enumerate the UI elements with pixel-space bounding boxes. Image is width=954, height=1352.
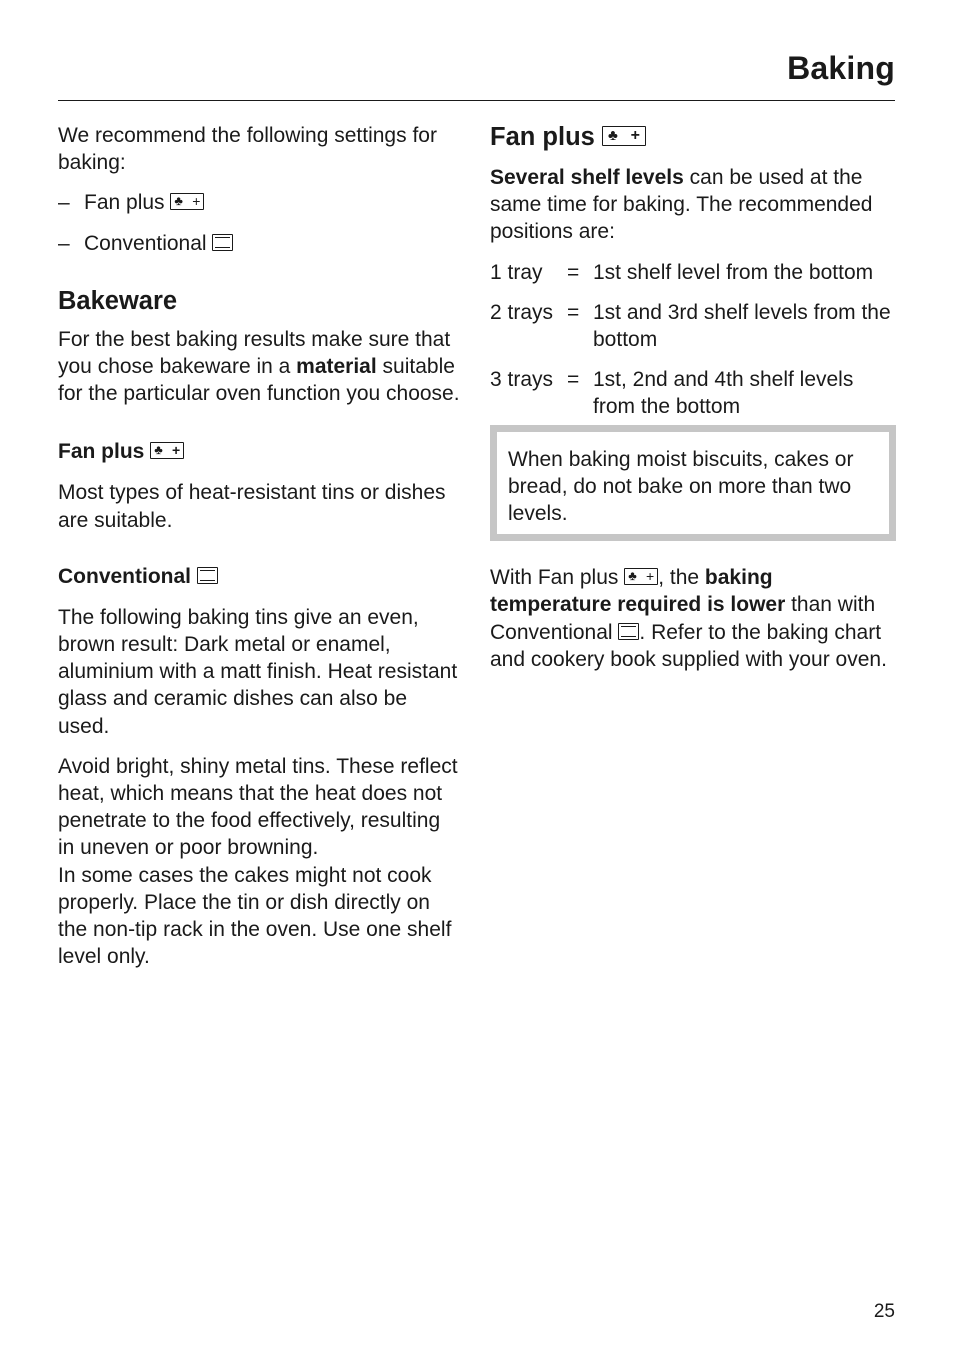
tray-shelf-position: 1st and 3rd shelf levels from the bottom xyxy=(593,300,891,352)
page-number: 25 xyxy=(873,1301,895,1322)
tray-equals: = xyxy=(567,368,580,392)
list-dash: – xyxy=(58,191,70,215)
intro-text: We recommend the following settings for baking: xyxy=(58,124,437,175)
tray-equals: = xyxy=(567,300,580,324)
temperature-emphasis: baking temperature required is lower xyxy=(490,566,786,617)
material-emphasis: material xyxy=(296,355,377,379)
fan-plus-icon: ♣ + xyxy=(624,568,658,585)
list-item-label: Fan plus xyxy=(84,191,165,215)
shelf-levels-intro: Several shelf levels can be used at the same time for baking. The recommended positions are: xyxy=(490,166,873,244)
closing-text: With Fan plus ♣ + , the baking temperature required is lower than with Conventional . Refer to the baking chart and cookery book supplied with your oven. xyxy=(490,566,887,671)
bakeware-heading: Bakeware xyxy=(58,286,178,315)
conventional-subheading: Conventional xyxy=(58,563,460,590)
note-box xyxy=(490,425,896,542)
tray-count: 2 trays xyxy=(490,300,554,324)
list-item-label: Conventional xyxy=(84,231,207,255)
tray-row xyxy=(490,366,896,420)
tray-count: 1 tray xyxy=(490,260,543,284)
fan-plus-icon: ♣ + xyxy=(170,193,204,210)
tray-row xyxy=(490,299,896,353)
fan-plus-subheading: Fan plus ♣ + xyxy=(58,438,460,465)
note-text: When baking moist biscuits, cakes or bread, do not bake on more than two levels. xyxy=(508,447,854,526)
left-column xyxy=(58,122,460,970)
shelf-levels-emphasis: Several shelf levels xyxy=(490,166,684,189)
bakeware-text: For the best baking results make sure that you chose bakeware in a material suitable for the particular oven function you choose. xyxy=(58,327,460,406)
fan-plus-heading: Fan plus ♣ + xyxy=(490,122,896,152)
list-item-fan-plus xyxy=(58,189,460,216)
conventional-text-3: In some cases the cakes might not cook properly. Place the tin or dish directly on the non-tip rack in the oven. Use one shelf level only. xyxy=(58,863,452,969)
page-title: Baking xyxy=(787,50,895,86)
fan-plus-icon: ♣ + xyxy=(602,126,646,146)
tray-equals: = xyxy=(567,260,580,284)
conventional-text-1: The following baking tins give an even, brown result: Dark metal or enamel, aluminium with a matt finish. Heat resistant glass and ceramic dishes can also be used. xyxy=(58,605,458,738)
list-dash: – xyxy=(58,231,70,255)
conventional-icon xyxy=(212,234,233,251)
tray-shelf-position: 1st, 2nd and 4th shelf levels from the bottom xyxy=(593,368,854,419)
conventional-icon xyxy=(618,623,639,640)
fan-plus-icon: ♣ + xyxy=(150,442,184,459)
tray-count: 3 trays xyxy=(490,368,554,392)
tray-shelf-position: 1st shelf level from the bottom xyxy=(593,260,874,284)
conventional-text-2: Avoid bright, shiny metal tins. These reflect heat, which means that the heat does not penetrate to the food effectively, resulting in uneven or poor browning. xyxy=(58,754,458,860)
tray-row xyxy=(490,259,896,286)
fan-plus-bakeware-text: Most types of heat-resistant tins or dishes are suitable. xyxy=(58,481,446,532)
list-item-conventional xyxy=(58,230,460,257)
title-divider xyxy=(58,100,895,101)
right-column xyxy=(490,122,896,673)
conventional-icon xyxy=(197,567,218,584)
